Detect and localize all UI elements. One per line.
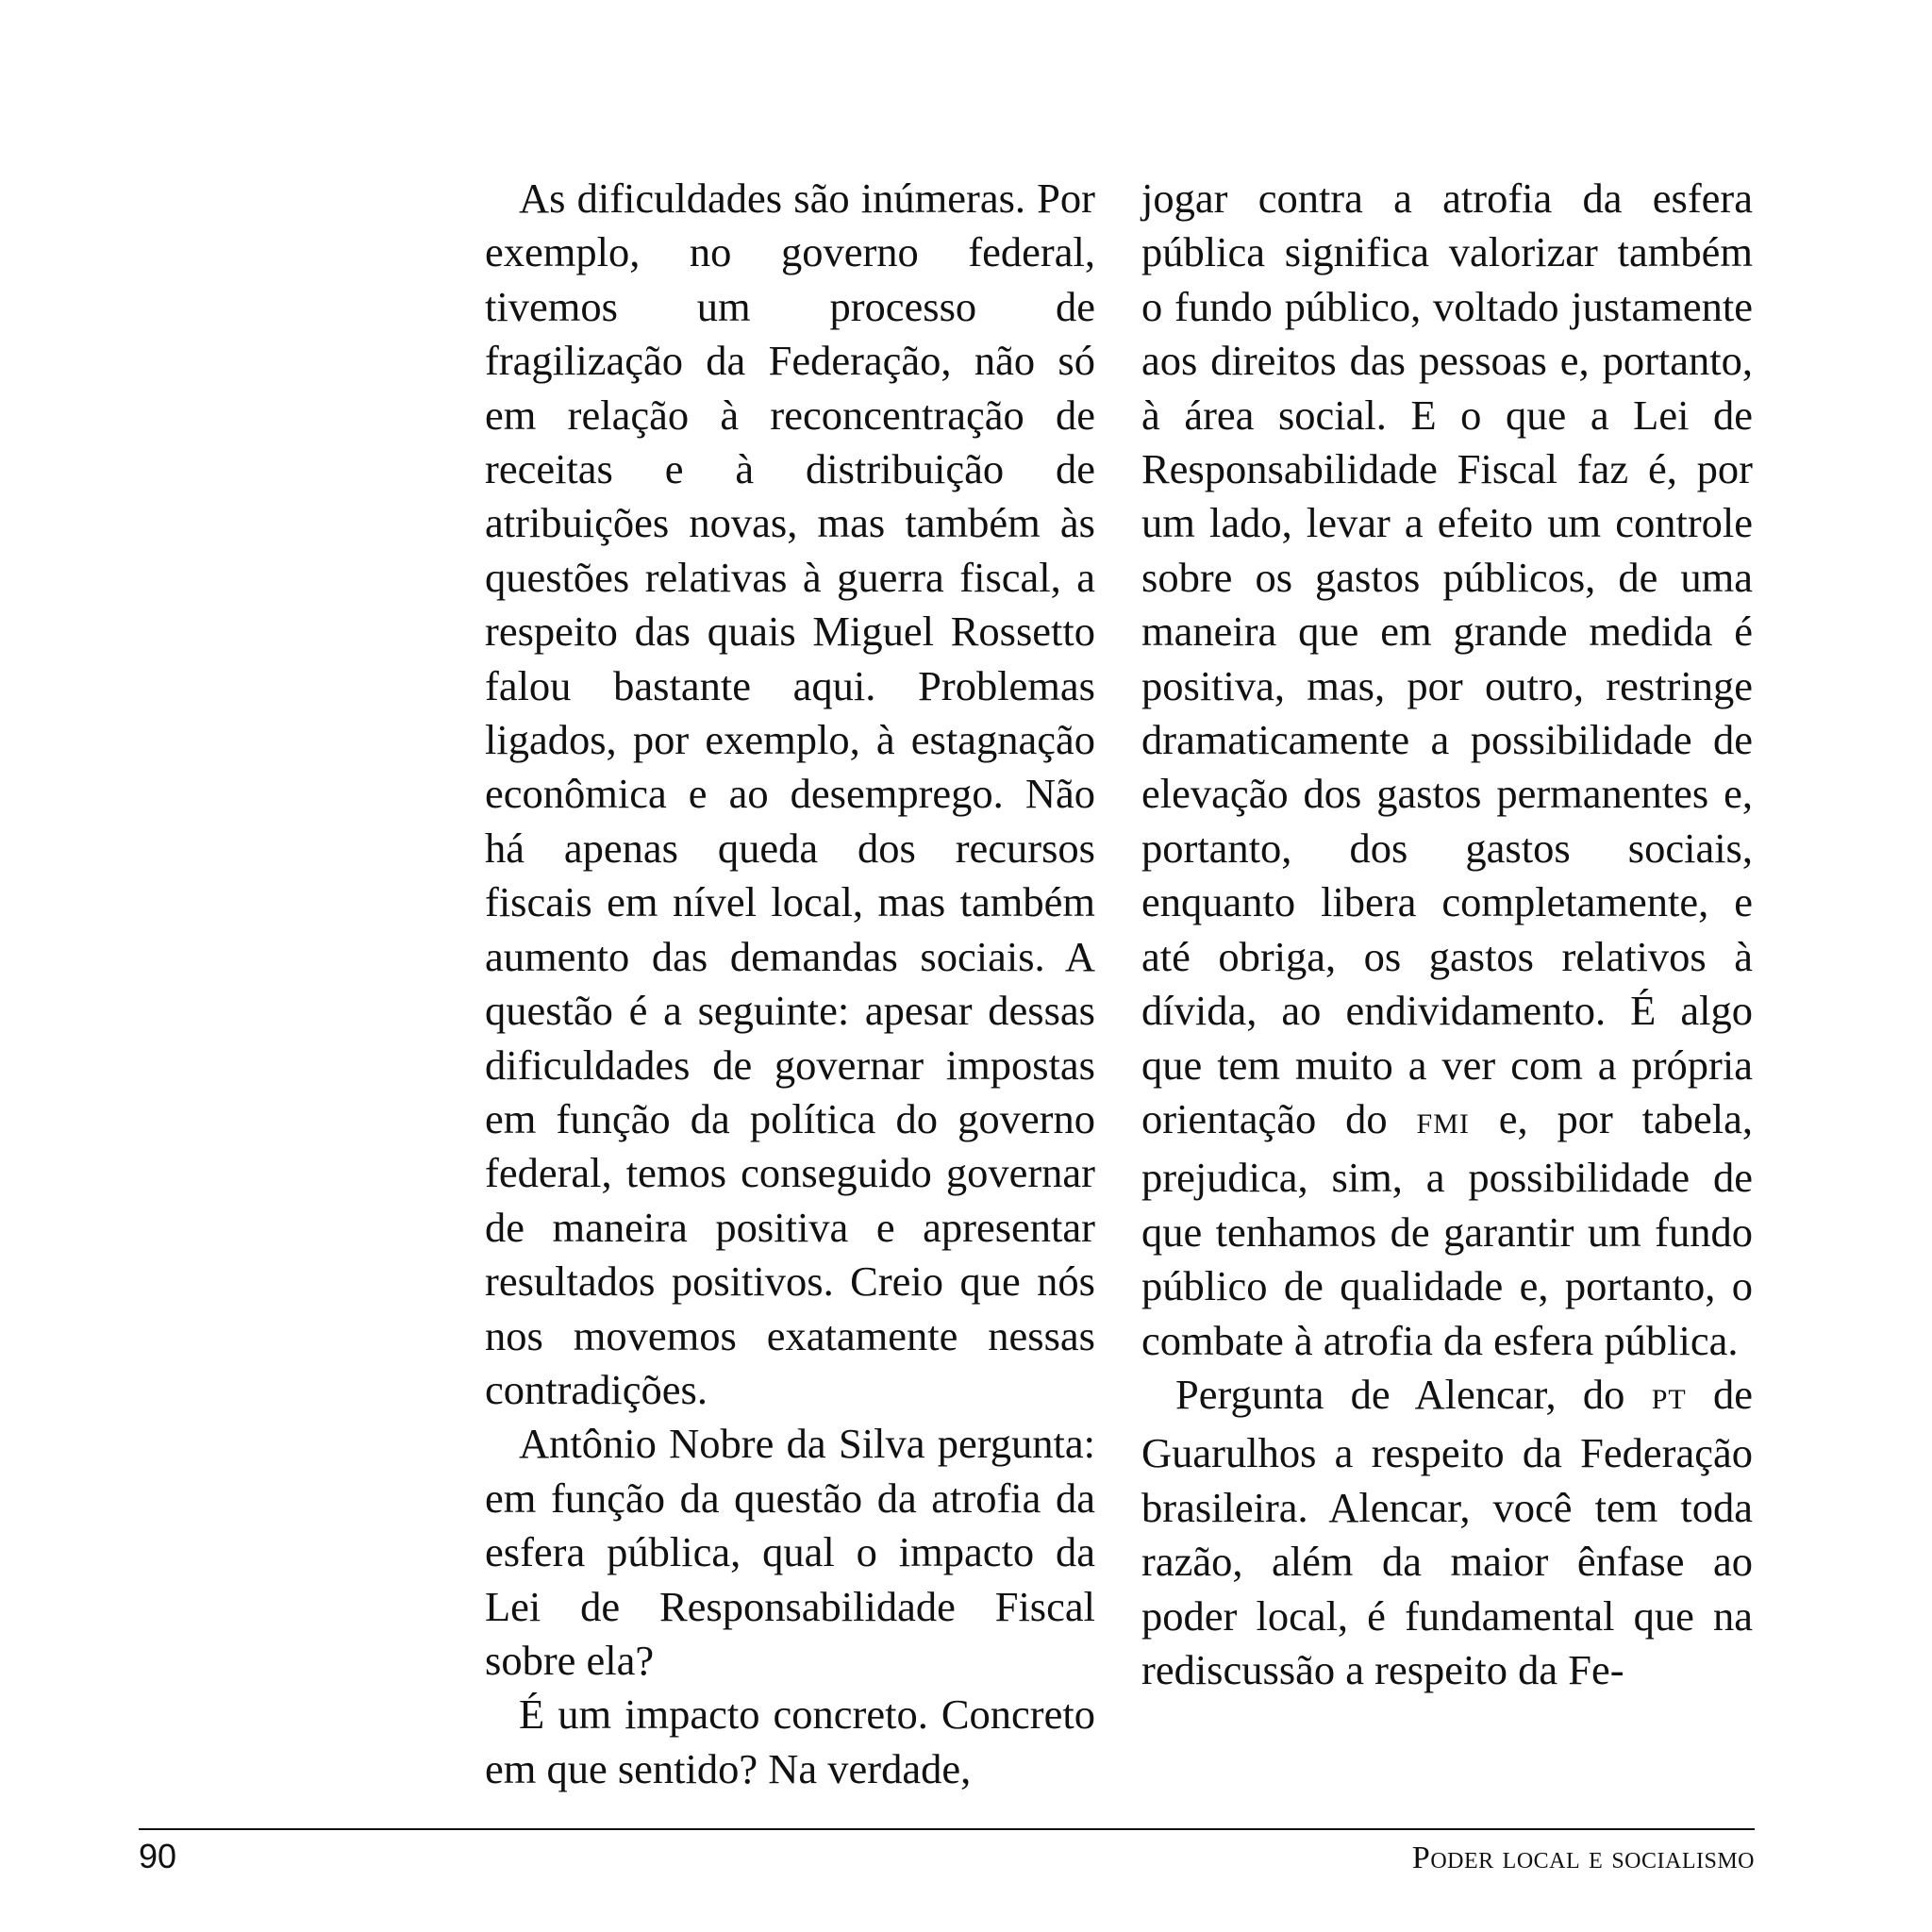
text-segment: Pergunta de Alencar, do	[1175, 1370, 1625, 1418]
footer-rule	[139, 1828, 1755, 1830]
text-segment: jogar contra a atrofia da esfera pública significa valorizar também o fundo público, voltado justamente aos direitos das pessoas e, portanto, à área social. E o que a Lei de Responsabilidade Fiscal faz é, por um lado, levar a efeito um controle sobre os gastos públicos, de uma maneira que em grande medida é positiva, mas, por outro, restringe dramaticamente a possibilidade de elevação dos gastos permanentes e, portanto, dos gastos sociais, enquanto libera completamente, e até obriga, os gastos relativos à dívida, ao endividamento. É algo que tem muito a ver com a própria orientação do	[1141, 175, 1753, 1142]
abbreviation-fmi: FMI	[1416, 1108, 1470, 1140]
right-text-column	[1141, 172, 1753, 1697]
paragraph: Antônio Nobre da Silva pergunta: em função da questão da atrofia da esfera pública, qual o impacto da Lei de Responsabilidade Fiscal sobre ela?	[485, 1420, 1095, 1684]
abbreviation-pt: PT	[1651, 1383, 1687, 1415]
paragraph-continued	[1141, 172, 1753, 1368]
text-segment: e, por tabela, prejudica, sim, a possibilidade de que tenhamos de garantir um fundo público de qualidade e, portanto, o combate à atrofia da esfera pública.	[1141, 1094, 1753, 1364]
running-head: Poder local e socialismo	[1411, 1840, 1755, 1875]
paragraph: É um impacto concreto. Concreto em que sentido? Na verdade,	[485, 1690, 1095, 1792]
paragraph	[1141, 1368, 1753, 1697]
page-number: 90	[139, 1837, 177, 1875]
left-text-column	[485, 172, 1095, 1796]
paragraph: As dificuldades são inúmeras. Por exemplo, no governo federal, tivemos um processo de fragilização da Federação, não só em relação à reconcentração de receitas e à distribuição de atribuições novas, mas também às questões relativas à guerra fiscal, a respeito das quais Miguel Rossetto falou bastante aqui. Problemas ligados, por exemplo, à estagnação econômica e ao desemprego. Não há apenas queda dos recursos fiscais em nível local, mas também aumento das demandas sociais. A questão é a seguinte: apesar dessas dificuldades de governar impostas em função da política do governo federal, temos conseguido governar de maneira positiva e apresentar resultados positivos. Creio que nós nos movemos exatamente nessas contradições.	[485, 175, 1095, 1413]
text-segment: de Guarulhos a respeito da Federação brasileira. Alencar, você tem toda razão, além da maior ênfase ao poder local, é fundamental que na rediscussão a respeito da Fe-	[1141, 1370, 1754, 1693]
